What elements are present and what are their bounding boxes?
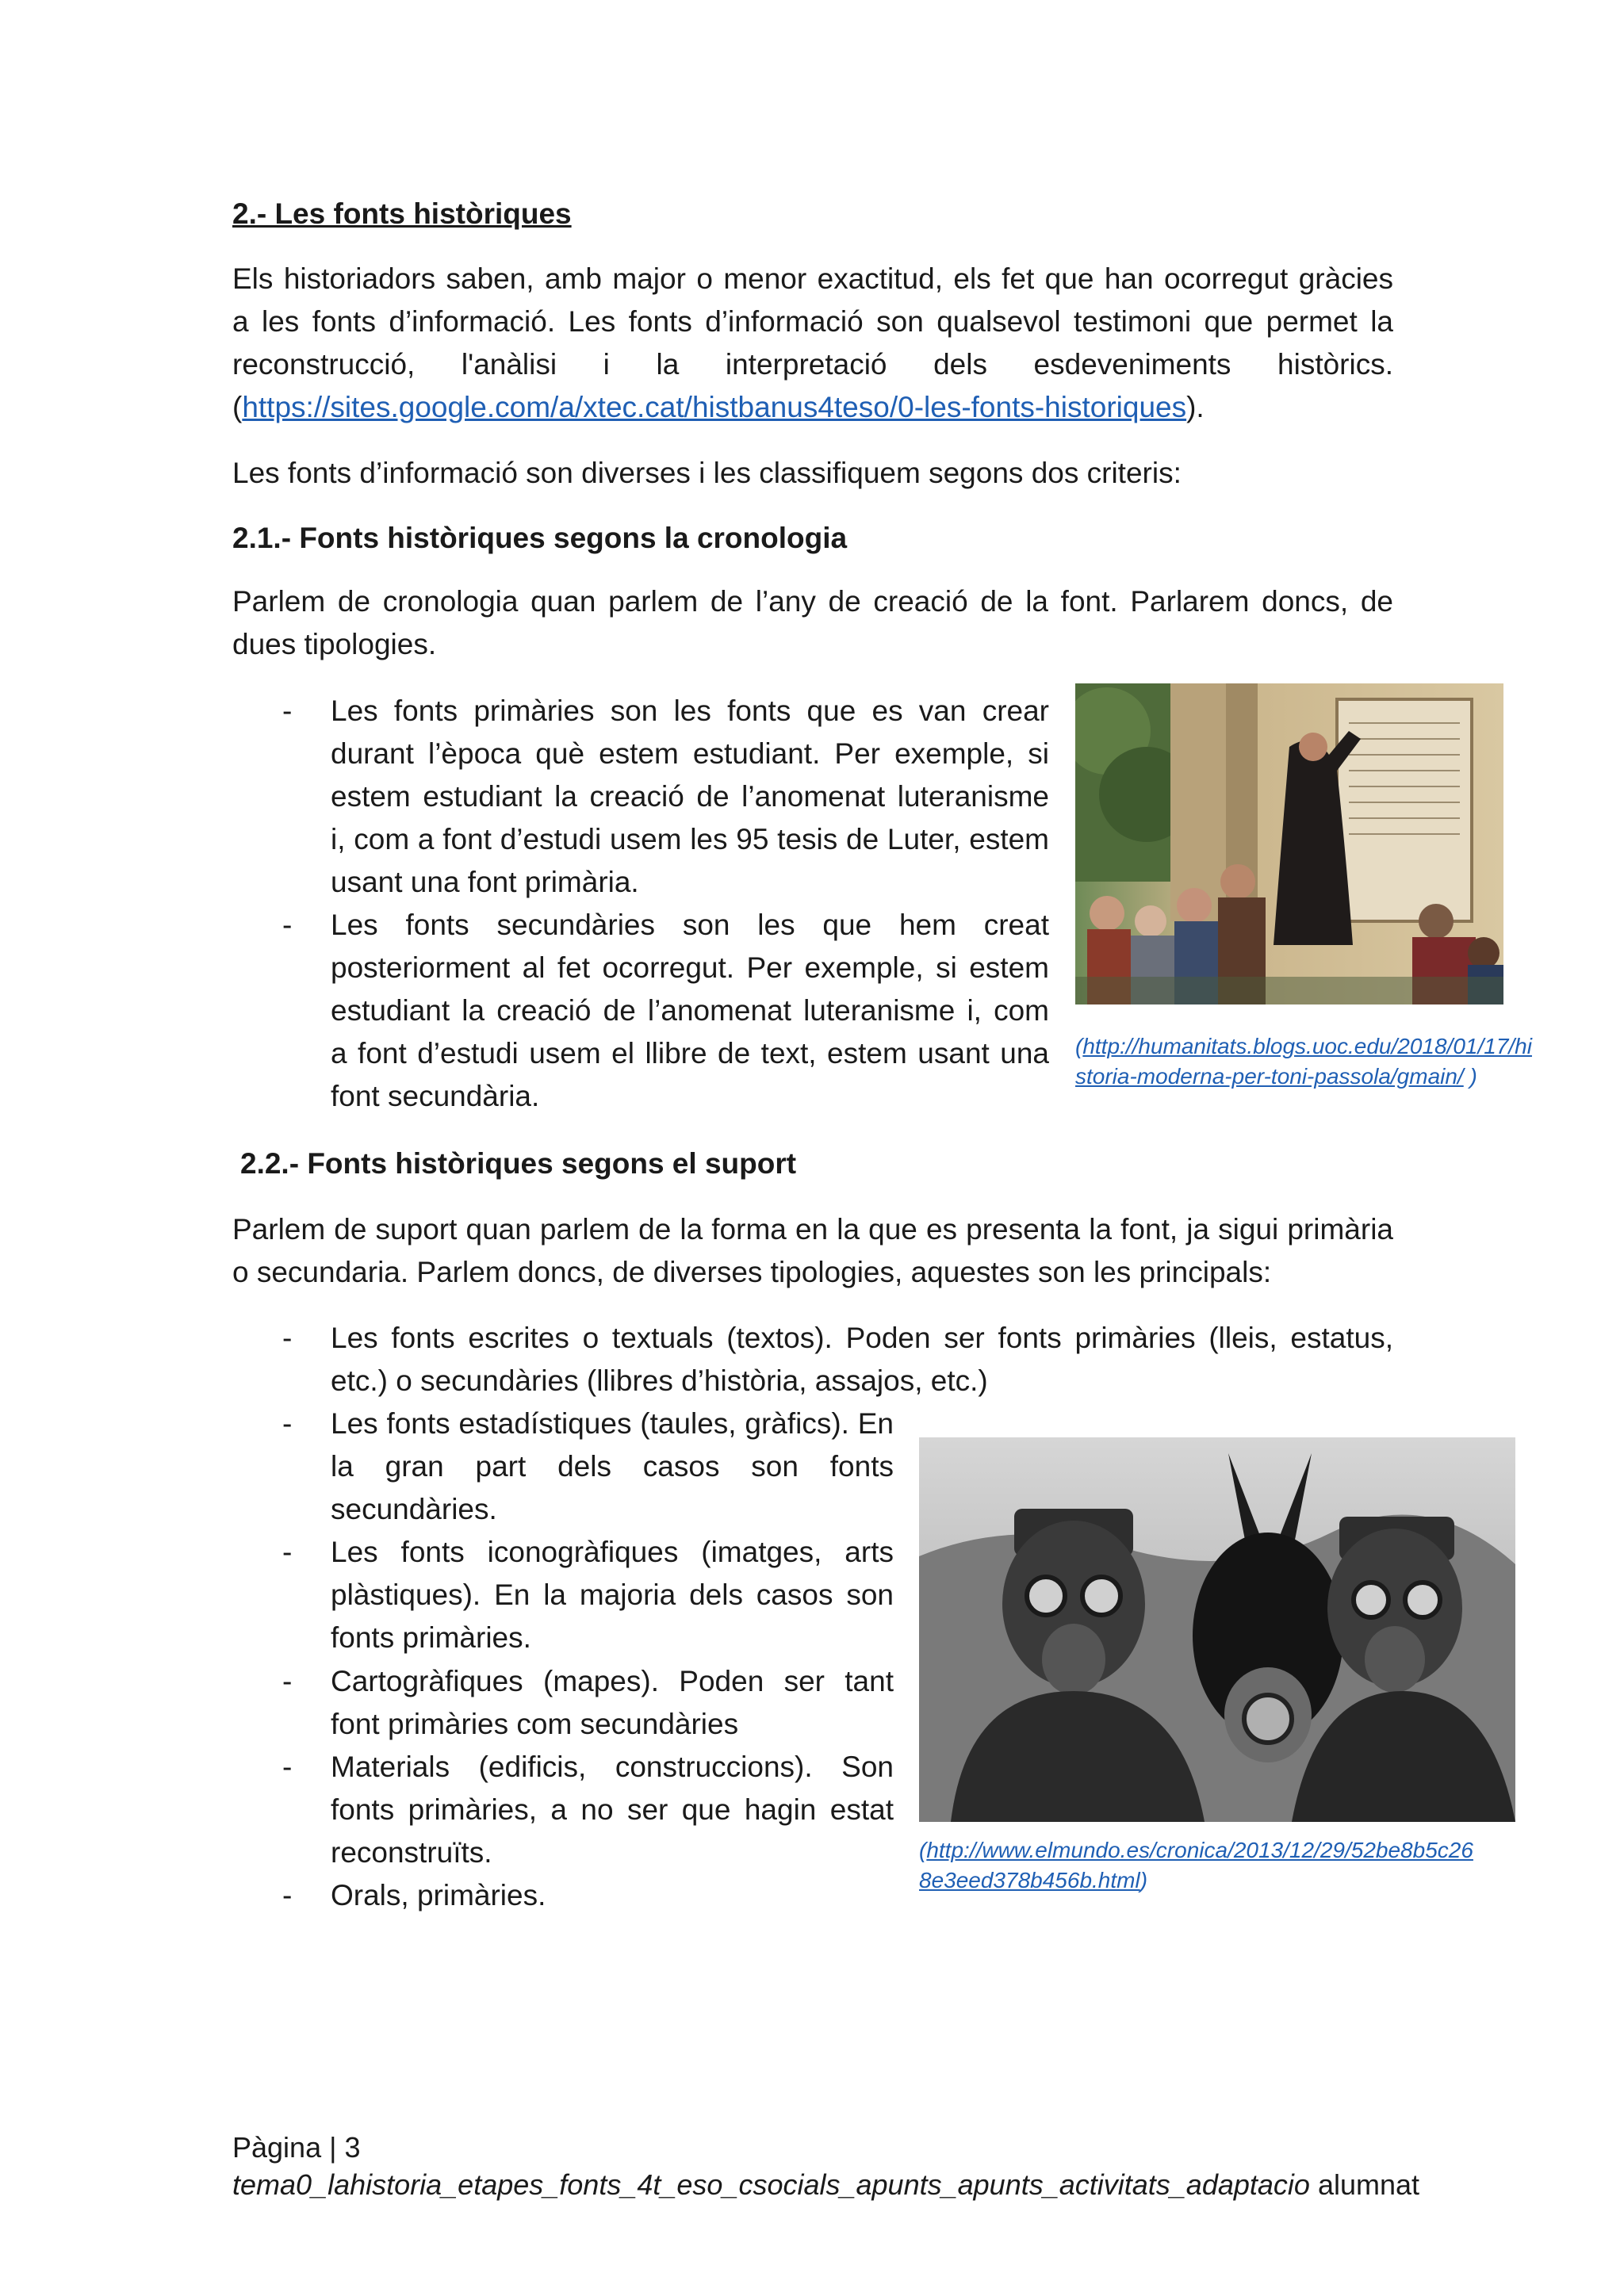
bullet-line: posteriorment al fet ocorregut. Per exemple, si estem [331, 951, 1049, 984]
bullet-line: Les fonts escrites o textuals (textos). Poden ser fonts primàries (lleis, estatus, [331, 1322, 1393, 1354]
paragraph-line: Parlem de suport quan parlem de la forma en la que es presenta la font, ja sigui primària [232, 1213, 1393, 1246]
bullet-line: font primàries com secundàries [331, 1708, 739, 1740]
image-caption [1075, 1031, 1532, 1062]
paragraph-line: reconstrucció, l'anàlisi i la interpretació dels esdeveniments històrics. [232, 348, 1393, 381]
bullet-dash: - [282, 1665, 293, 1697]
luther-painting-image [1075, 683, 1503, 1004]
paragraph: Les fonts d’informació son diverses i les classifiquem segons dos criteris: [232, 457, 1182, 489]
caption-paren-open: ( [1075, 1034, 1083, 1058]
image-caption [919, 1835, 1473, 1866]
bullet-line: Cartogràfiques (mapes). Poden ser tant [331, 1665, 894, 1697]
bullet-dash: - [282, 1536, 293, 1568]
bullet-line: etc.) o secundàries (llibres d’història, assajos, etc.) [331, 1364, 988, 1397]
caption-link[interactable]: 8e3eed378b456b.html [919, 1868, 1140, 1892]
bullet-line: Les fonts secundàries son les que hem creat [331, 909, 1049, 941]
paragraph-line: Parlem de cronologia quan parlem de l’any de creació de la font. Parlarem doncs, de [232, 585, 1393, 618]
bullet-line: durant l’època què estem estudiant. Per exemple, si [331, 737, 1049, 770]
paragraph-line: Els historiadors saben, amb major o menor exactitud, els fet que han ocorregut gràcies [232, 262, 1393, 295]
gas-mask-photo-image [919, 1437, 1515, 1822]
subsection-heading: 2.1.- Fonts històriques segons la cronologia [232, 522, 848, 554]
paragraph-line: dues tipologies. [232, 628, 437, 660]
paragraph-line: o secundaria. Parlem doncs, de diverses tipologies, aquestes son les principals: [232, 1256, 1272, 1288]
caption-paren-close: ) [1463, 1064, 1477, 1089]
bullet-line: i, com a font d’estudi usem les 95 tesis de Luter, estem [331, 823, 1049, 855]
bullet-line: Orals, primàries. [331, 1879, 546, 1911]
caption-paren-close: ) [1139, 1868, 1148, 1892]
bullet-dash: - [282, 1879, 293, 1911]
bullet-line: a font d’estudi usem el llibre de text, estem usant una [331, 1037, 1049, 1070]
bullet-line: font secundària. [331, 1080, 540, 1112]
paragraph-line: a les fonts d’informació. Les fonts d’informació son qualsevol testimoni que permet la [232, 305, 1393, 338]
caption-link[interactable]: http://www.elmundo.es/cronica/2013/12/29/52be8b5c26 [926, 1838, 1473, 1862]
section-heading: 2.- Les fonts històriques [232, 197, 572, 230]
caption-link[interactable]: http://humanitats.blogs.uoc.edu/2018/01/17/hi [1082, 1034, 1532, 1058]
bullet-line: plàstiques). En la majoria dels casos son [331, 1578, 894, 1611]
bullet-line: Materials (edificis, construccions). Son [331, 1751, 894, 1783]
footer-suffix: alumnat [1309, 2168, 1420, 2201]
caption-paren-open: ( [919, 1838, 927, 1862]
footer-filename-text: tema0_lahistoria_etapes_fonts_4t_eso_csocials_apunts_apunts_activitats_adaptacio [232, 2168, 1310, 2201]
bullet-dash: - [282, 1322, 293, 1354]
paren-open: ( [232, 391, 243, 423]
bullet-line: fonts primàries. [331, 1621, 531, 1654]
bullet-line: usant una font primària. [331, 866, 639, 898]
bullet-dash: - [282, 909, 293, 941]
caption-link[interactable]: storia-moderna-per-toni-passola/gmain/ [1075, 1064, 1464, 1089]
bullet-line: Les fonts estadístiques (taules, gràfics). En [331, 1407, 894, 1440]
bullet-line: secundàries. [331, 1493, 497, 1525]
bullet-line: reconstruïts. [331, 1836, 492, 1869]
source-link[interactable]: https://sites.google.com/a/xtec.cat/histbanus4teso/0-les-fonts-historiques [242, 391, 1187, 423]
bullet-dash: - [282, 1751, 293, 1783]
bullet-line: Les fonts primàries son les fonts que es van crear [331, 695, 1049, 727]
subsection-heading: 2.2.- Fonts històriques segons el suport [240, 1147, 797, 1180]
image-caption-line [1075, 1062, 1477, 1092]
bullet-dash: - [282, 1407, 293, 1440]
page-number: Pàgina | 3 [232, 2131, 361, 2164]
footer-filename [232, 2165, 1419, 2205]
bullet-line: fonts primàries, a no ser que hagin estat [331, 1793, 894, 1826]
bullet-dash: - [282, 695, 293, 727]
source-link-line [232, 386, 1205, 429]
bullet-line: la gran part dels casos son fonts [331, 1450, 894, 1483]
bullet-line: estudiant la creació de l’anomenat luteranisme i, com [331, 994, 1049, 1027]
image-caption-line [919, 1866, 1147, 1896]
bullet-line: estem estudiant la creació de l’anomenat luteranisme [331, 780, 1049, 813]
bullet-line: Les fonts iconogràfiques (imatges, arts [331, 1536, 894, 1568]
paren-close: ). [1186, 391, 1205, 423]
